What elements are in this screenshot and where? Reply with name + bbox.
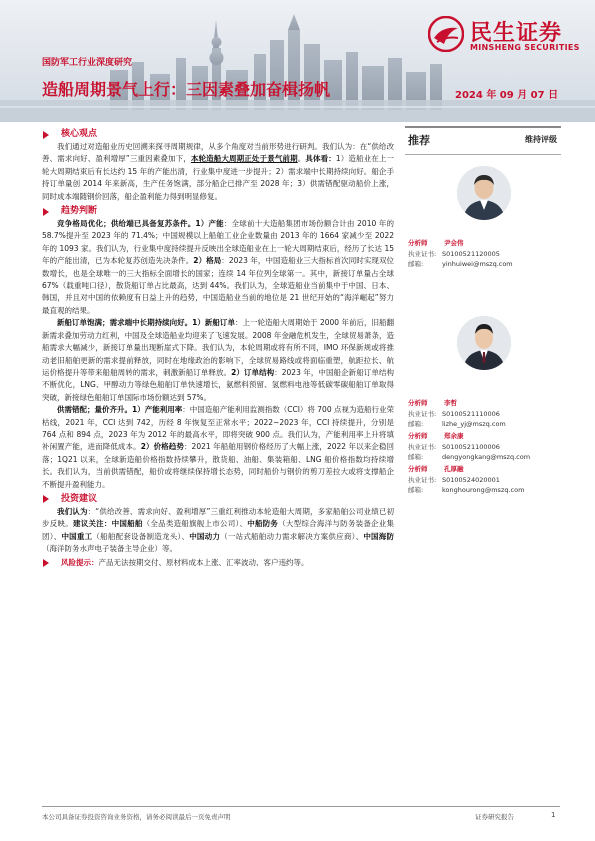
- triangle-bullet-icon: [43, 208, 49, 216]
- report-category: 国防军工行业深度研究: [42, 58, 133, 68]
- analyst-email[interactable]: dengyongkang@mszq.com: [442, 453, 531, 461]
- text-run: （一站式船舶动力需求解决方案供应商）、: [220, 531, 364, 541]
- text-run: 中国动力: [189, 531, 221, 541]
- text-run: 1）造船业在上一轮大周期结束后有长达约 15 年的产能出清，行业集中度进一步提升；2）需求端中长期持续向好。船企手持订单量创 2014 年来新高，生产任务饱满，部分船企已排产至 2028 年；3）供需错配驱动船价上涨，同时成本端随钢价回落，船企盈利能力得到明显修复。: [42, 154, 395, 201]
- license-label: 执业证书:: [408, 475, 437, 484]
- license-label: 执业证书:: [408, 409, 437, 418]
- text-run: ：2021 年船舶用钢价格经历了大幅上涨，2022 年以来企稳回落；1Q21 以来，全球新造船价格指数持续攀升，散货船、油船、集装箱船、LNG 船价格指数均持续增长。我们认为，当前供需错配，船价或将继续保持增长态势，同时船价与钢价的剪刀差拉大或将支撑船企不断提升盈利能力。: [42, 442, 394, 489]
- license-label: 执业证书:: [408, 249, 437, 258]
- analyst-email[interactable]: yinhuiwei@mszq.com: [442, 260, 513, 268]
- email-label: 邮箱:: [408, 486, 424, 494]
- risk-text: 产品无法按期交付、原材料成本上涨、汇率波动、客户违约等。: [98, 557, 309, 567]
- text-run: ：“供给改善、需求向好、盈利增厚”三重红利推动本轮造船大周期，多家船舶公司业绩已初步反映。: [42, 506, 395, 529]
- text-run: 2）格局: [193, 256, 222, 266]
- person-icon: [457, 166, 511, 220]
- rating-label: 维持评级: [525, 135, 557, 144]
- analyst-4: [408, 464, 564, 496]
- text-run: 我们通过对造船业历史回溯来探寻周期规律，从多个角度对当前形势进行研判。我们认为：在“供给改善、需求向好、盈利增厚”三重因素叠加下，: [42, 142, 394, 164]
- main-content: [42, 126, 394, 569]
- section-heading: [42, 493, 394, 506]
- triangle-bullet-icon: [43, 495, 49, 503]
- email-label: 邮箱:: [408, 453, 424, 461]
- analyst-name: 李哲: [444, 399, 457, 407]
- report-date: 2024 年 09 月 07 日: [455, 90, 559, 101]
- analyst-name: 郑余康: [444, 432, 464, 440]
- text-run: （全品类造船旗舰上市公司）、: [142, 519, 248, 529]
- footer-disclaimer: 本公司具备证券投资咨询业务资格，请务必阅读最后一页免责声明: [42, 813, 231, 821]
- analyst-name: 尹会伟: [444, 239, 464, 247]
- analyst-role: 分析师: [408, 399, 428, 407]
- license-number: S0100521100006: [442, 442, 500, 451]
- text-run: 供需错配；量价齐升。1）产能利用率: [57, 405, 183, 415]
- text-run: 建议关注：中国船舶: [72, 519, 143, 529]
- text-run: 我们认为: [57, 506, 88, 516]
- analyst-name: 孔厚融: [444, 465, 464, 473]
- analyst-1: [408, 238, 564, 270]
- analyst-role: 分析师: [408, 465, 428, 473]
- section-title: 核心观点: [61, 129, 98, 139]
- sidebar: [405, 126, 561, 494]
- analyst-email[interactable]: konghourong@mszq.com: [442, 486, 525, 494]
- text-run: 本轮造船大周期正处于景气前期: [190, 154, 298, 164]
- risk-warning: [42, 557, 394, 569]
- report-title: 造船周期景气上行：三因素叠加奋楫扬帆: [42, 80, 331, 99]
- analyst-3: [408, 431, 564, 463]
- body-paragraph: [42, 141, 394, 203]
- body-paragraph: [42, 404, 394, 491]
- analyst-photo-2: [457, 316, 511, 370]
- body-paragraph: [42, 218, 394, 317]
- text-run: （大型综合海洋与防务装备企业集团）、: [42, 519, 395, 541]
- risk-label: 风险提示：: [61, 557, 99, 567]
- analyst-email[interactable]: lizhe_yj@mszq.com: [442, 420, 506, 428]
- section-heading: [42, 205, 394, 218]
- text-run: 竞争格局优化；供给端已具备复苏条件。1）产能: [57, 219, 224, 229]
- email-label: 邮箱:: [408, 260, 424, 268]
- minsheng-logo-icon: [428, 16, 464, 52]
- brand-logo: [428, 14, 588, 58]
- triangle-bullet-icon: [43, 559, 49, 567]
- analyst-2: [408, 398, 564, 430]
- text-run: ：上一轮造船大周期始于 2000 年前后，旧船翻新需求叠加劳动力红利，中国及全球造船业均迎来了飞速发展。2008 年金融危机发生，全球贸易萧条，造船需求大幅减少，新接订单量出现断崖式下降。我们认为，本轮周期或将有所不同，IMO 环保新规或将推动老旧船舶更新的需求提前释放，同时在地缘政治的影响下，全球贸易路线或将面临重塑，航距拉长、航运价格提升等带来船舶周转的需求，刺激新船订单释放。: [42, 318, 394, 377]
- section-title: 趋势判断: [61, 206, 98, 217]
- analyst-photo-1: [457, 166, 511, 220]
- recommendation-box: [405, 126, 561, 155]
- license-number: S0100521120005: [442, 249, 500, 258]
- recommendation-title: 推荐: [408, 134, 430, 147]
- page-number: 1: [551, 811, 556, 819]
- text-run: 2）订单结构: [231, 367, 275, 377]
- text-run: （海洋防务水声电子装备主导企业）等。: [42, 544, 177, 554]
- email-label: 邮箱:: [408, 420, 424, 428]
- body-paragraph: [42, 317, 394, 404]
- text-run: ：2023 年，中国造船业三大指标首次同时实现双位数增长，也是全球唯一的三大指标全面增长的国家；连续 14 年位列全球第一。其中，新接订单量占全球 67%（载重吨口径），散货船订单占比最高，达到 44%。我们认为，全球造船业当前集中于中国、日本、韩国，并且对中国的依赖度有日益上升的趋势，中国造船业当前的地位是 21 世纪开始的“海洋崛起”努力最直观的结果。: [42, 256, 395, 315]
- license-number: S0100521110006: [442, 409, 500, 418]
- text-run: 中国海防: [363, 531, 395, 541]
- text-run: ：中国造船产能利用监测指数（CCI）将 700 点视为造船行业荣枯线，2021 年，CCI 达到 742，历经 8 年恢复至正常水平；2022~2023 年，CCI 持续提升，分别是 764 点和 894 点，2023 年为 2012 年的最高水平，即将突破 900 点。我们认为，产能利用率上升将填补闲置产能，进而降低成本。: [42, 405, 394, 452]
- text-run: 具体看：: [305, 154, 336, 164]
- text-run: 。: [297, 154, 306, 164]
- text-run: （船舶配套设备制造龙头）、: [92, 531, 190, 541]
- body-paragraph: [42, 506, 394, 556]
- text-run: 中国重工: [61, 531, 93, 541]
- analyst-role: 分析师: [408, 239, 428, 247]
- analyst-role: 分析师: [408, 432, 428, 440]
- triangle-bullet-icon: [43, 131, 49, 139]
- license-label: 执业证书:: [408, 442, 437, 451]
- license-number: S0100524020001: [442, 475, 500, 484]
- text-run: 新船订单饱满；需求端中长期持续向好。1）新船订单: [57, 318, 235, 328]
- text-run: 2）价格趋势: [140, 442, 184, 452]
- brand-name-cn: 民生证券: [470, 21, 563, 46]
- text-run: 中船防务: [247, 519, 279, 529]
- footer-report-label: 证券研究报告: [475, 813, 514, 821]
- text-run: ：全球前十大造船集团市场份额合计由 2010 年的 58.7%提升至 2023 年的 71.4%；中国规模以上船舶工业企业数量由 2013 年的 1664 家减少至 2022 年的 1093 家。我们认为，行业集中度持续提升反映出全球造船业在上一轮大周期结束后，经历了长达 15 年的产能出清，已为本轮复苏创造先决条件。: [42, 219, 395, 266]
- text-run: ：2023 年，中国船企新船订单结构不断优化，LNG、甲醇动力等绿色船舶订单快速增长，氨燃料预留、氢燃料电池等低碳零碳船舶订单取得突破，新接绿色船舶订单国际市场份额达到 57%。: [42, 367, 395, 402]
- section-heading: [42, 128, 394, 141]
- footer-divider: [42, 806, 560, 807]
- person-icon: [457, 316, 511, 370]
- section-title: 投资建议: [61, 493, 98, 504]
- brand-name-en: MINSHENG SECURITIES: [470, 43, 580, 52]
